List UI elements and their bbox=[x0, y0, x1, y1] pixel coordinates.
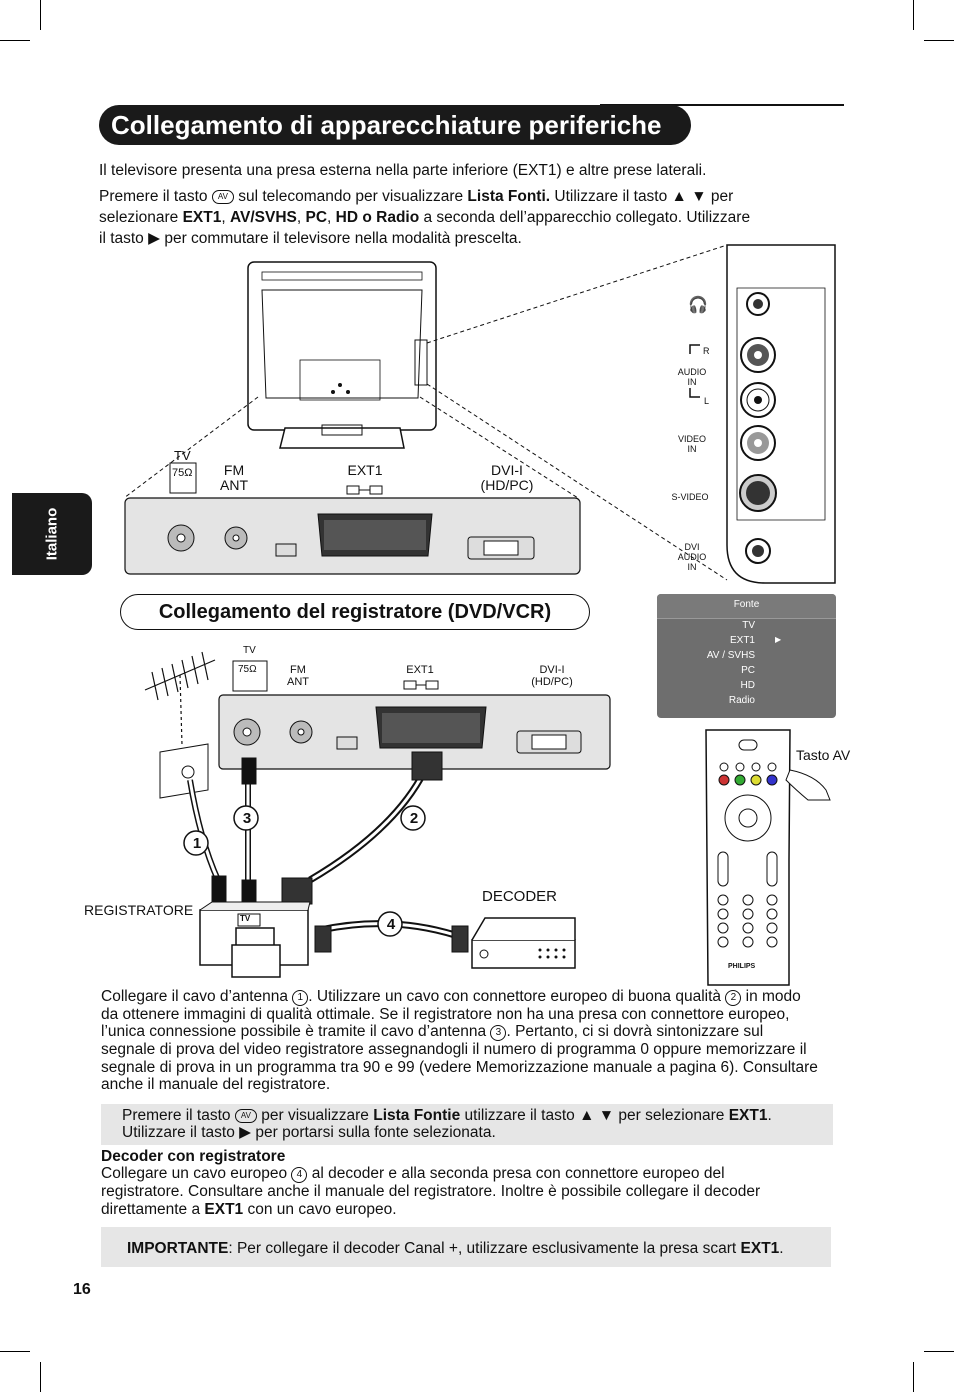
ext1-label: EXT1 bbox=[347, 462, 383, 478]
video-in-label: VIDEO IN bbox=[677, 434, 706, 454]
ohm-label: 75Ω bbox=[172, 467, 193, 479]
tv-label: TV bbox=[174, 448, 191, 463]
dvi-label: DVI-I (HD/PC) bbox=[480, 462, 534, 493]
audio-r-label: R bbox=[703, 346, 710, 356]
ext1-label-2: EXT1 bbox=[406, 664, 434, 676]
av-key-icon: AV bbox=[212, 190, 234, 204]
intro-line: Il televisore presenta una presa esterna nella parte inferiore (EXT1) e altre prese laterali. bbox=[99, 162, 707, 179]
intro-paragraph: Premere il tasto AV sul telecomando per visualizzare Lista Fonti. Utilizzare il tasto ▲ ▼ per selezionare EXT1, AV/SVHS, PC, HD o Radio a seconda dell’apparecchio collegato. Utilizzare il tasto ▶ per commutare il televisore nella modalità prescelta. bbox=[99, 188, 751, 247]
source-menu-item: TV bbox=[742, 620, 755, 631]
page-number: 16 bbox=[73, 1281, 91, 1298]
menu-arrow-icon: ▶ bbox=[775, 635, 782, 644]
source-menu-item: Radio bbox=[728, 695, 755, 706]
fm-ant-label: FM ANT bbox=[220, 462, 248, 493]
page-title: Collegamento di apparecchiature periferiche bbox=[99, 105, 691, 145]
decoder-label: DECODER bbox=[482, 888, 558, 905]
callout-4: 4 bbox=[386, 916, 396, 933]
recorder-tv-label: TV bbox=[240, 914, 251, 923]
recorder-paragraph: Collegare il cavo d’antenna 1 . Utilizzare un cavo con connettore europeo di buona qualità 2 in modo da ottenere immagini di qualità ottimale. Se il registratore non ha una presa con connettore europeo, l’unica connessione possibile è tramite il cavo d’antenna 3 . Pertanto, ci si dovrà sintonizzare sul segnale di prova del video registratore assegnandogli il numero di programma 0 oppure memorizzare il segnale di prova in un programma tra 90 e 99 (vedere Memorizzazione manuale a pagina 6). Consultare anche il manuale del registratore. bbox=[101, 988, 818, 1094]
callout-1: 1 bbox=[192, 835, 202, 852]
source-menu-item: HD bbox=[740, 680, 755, 691]
antenna-illustration bbox=[145, 652, 215, 745]
headphones-icon: 🎧 bbox=[688, 297, 708, 314]
dvi-label-2: DVI-I (HD/PC) bbox=[531, 664, 573, 688]
tv-label-2: TV bbox=[243, 645, 256, 656]
brand-logo: PHILIPS bbox=[728, 963, 756, 970]
audio-in-label: AUDIO IN bbox=[677, 367, 707, 387]
fm-ant-label-2: FM ANT bbox=[287, 664, 309, 688]
source-menu-header: Fonte bbox=[657, 594, 836, 619]
ohm-label-2: 75Ω bbox=[238, 664, 257, 675]
callout-3: 3 bbox=[242, 810, 252, 827]
source-menu-item: AV / SVHS bbox=[706, 650, 755, 661]
important-box: IMPORTANTE: Per collegare il decoder Canal +, utilizzare esclusivamente la presa scart EXT1. bbox=[101, 1227, 831, 1267]
decoder-heading: Decoder con registratore bbox=[101, 1148, 286, 1165]
source-menu-item: EXT1 bbox=[729, 635, 755, 646]
callout-2: 2 bbox=[409, 810, 419, 827]
source-menu-item: PC bbox=[741, 665, 755, 676]
dvi-audio-in-label: DVI AUDIO IN bbox=[677, 542, 707, 572]
av-button-label: Tasto AV bbox=[796, 747, 851, 763]
audio-l-label: L bbox=[704, 396, 710, 406]
svideo-label: S-VIDEO bbox=[671, 492, 709, 502]
remote-control-illustration bbox=[706, 730, 830, 985]
note-box: Premere il tasto AV per visualizzare Lista Fontie utilizzare il tasto ▲ ▼ per selezionare EXT1. Utilizzare il tasto ▶ per portarsi sulla fonte selezionata. bbox=[101, 1104, 833, 1145]
av-key-icon: AV bbox=[235, 1109, 257, 1123]
language-tab-label: Italiano bbox=[43, 507, 61, 561]
decoder-section: Decoder con registratore Collegare un cavo europeo 4 al decoder e alla seconda presa con connettore europeo del registratore. Consultare anche il manuale del registratore. Inoltre è possibile collegare il decoder direttamente a EXT1 con un cavo europeo. bbox=[101, 1148, 841, 1218]
recorder-label: REGISTRATORE bbox=[84, 902, 194, 918]
section-subtitle: Collegamento del registratore (DVD/VCR) bbox=[120, 594, 590, 630]
